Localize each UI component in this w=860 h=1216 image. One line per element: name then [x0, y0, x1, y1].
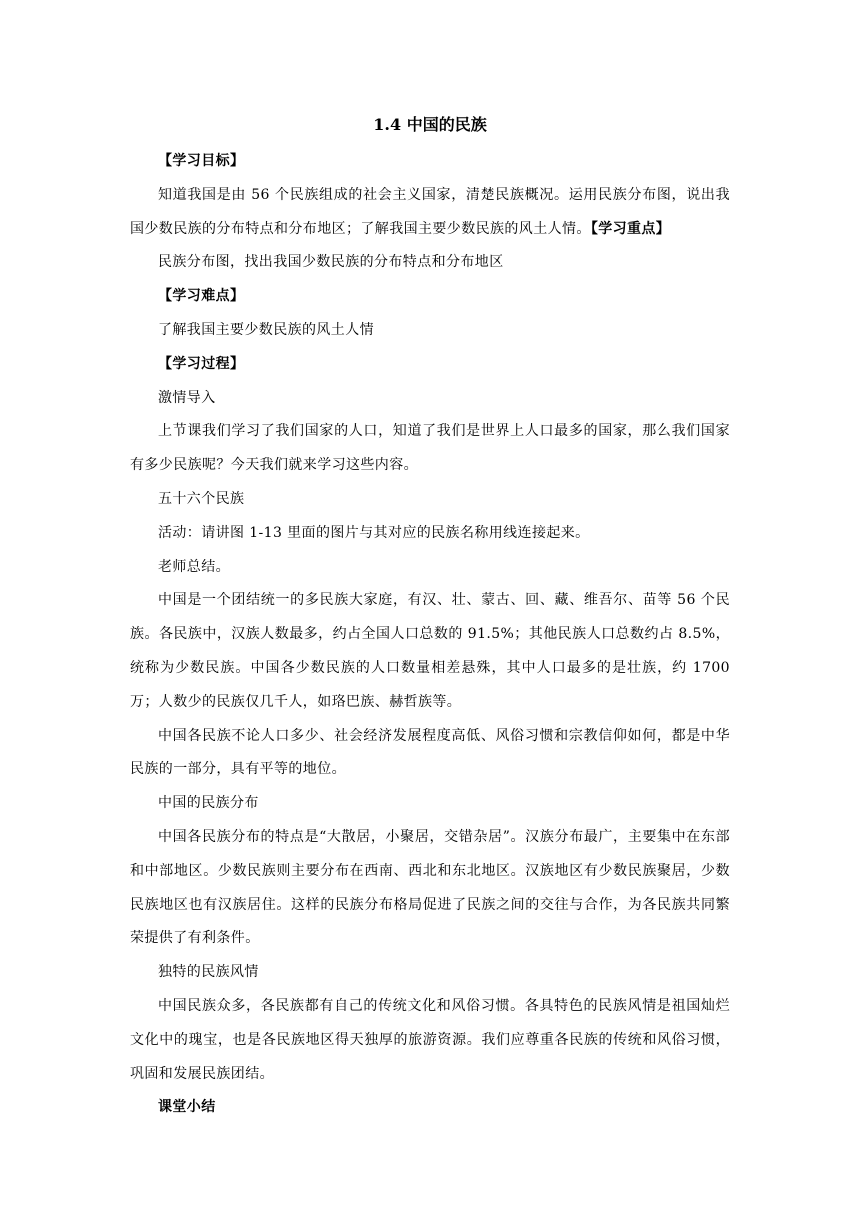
- equality-text: 中国各民族不论人口多少、社会经济发展程度高低、风俗习惯和宗教信仰如何，都是中华民族的一部分，具有平等的地位。: [130, 727, 730, 778]
- customs-label: 独特的民族风情: [158, 964, 259, 981]
- summary-heading: 课堂小结: [158, 1099, 216, 1116]
- difficulty-heading: 【学习难点】: [158, 288, 245, 305]
- objective-text: 知道我国是由 56 个民族组成的社会主义国家，清楚民族概况。运用民族分布图，说出我国少数民族的分布特点和分布地区；了解我国主要少数民族的风土人情。: [130, 186, 730, 237]
- document-body: [130, 145, 730, 1125]
- distribution-label: 中国的民族分布: [158, 795, 259, 812]
- intro-label: 激情导入: [158, 389, 216, 406]
- fifty-six-label: 五十六个民族: [158, 490, 245, 507]
- distribution-text: 中国各民族分布的特点是“大散居，小聚居，交错杂居”。汉族分布最广，主要集中在东部和中部地区。少数民族则主要分布在西南、西北和东北地区。汉族地区有少数民族聚居，少数民族地区也有汉族居住。这样的民族分布格局促进了民族之间的交往与合作，为各民族共同繁荣提供了有利条件。: [130, 828, 730, 947]
- key-text: 民族分布图，找出我国少数民族的分布特点和分布地区: [158, 254, 504, 271]
- teacher-summary: 老师总结。: [158, 558, 230, 575]
- difficulty-text: 了解我国主要少数民族的风土人情: [158, 321, 374, 338]
- activity-text: 活动：请讲图 1-13 里面的图片与其对应的民族名称用线连接起来。: [158, 524, 590, 541]
- process-heading: 【学习过程】: [158, 355, 245, 372]
- objective-paragraph: [130, 179, 730, 247]
- objective-heading: 【学习目标】: [158, 153, 245, 169]
- key-heading: 【学习重点】: [590, 220, 671, 237]
- family-text: 中国是一个团结统一的多民族大家庭，有汉、壮、蒙古、回、藏、维吾尔、苗等 56 个民族。各民族中，汉族人数最多，约占全国人口总数的 91.5%；其他民族人口总数约占 8.5%，统称为少数民族。中国各少数民族的人口数量相差悬殊，其中人口最多的是壮族，约 1700 万；人数少的民族仅几千人，如珞巴族、赫哲族等。: [130, 592, 730, 710]
- customs-text: 中国民族众多，各民族都有自己的传统文化和风俗习惯。各具特色的民族风情是祖国灿烂文化中的瑰宝，也是各民族地区得天独厚的旅游资源。我们应尊重各民族的传统和风俗习惯，巩固和发展民族团结。: [130, 997, 730, 1082]
- page-title: 1.4 中国的民族: [373, 115, 487, 134]
- intro-text: 上节课我们学习了我们国家的人口，知道了我们是世界上人口最多的国家，那么我们国家有多少民族呢？今天我们就来学习这些内容。: [130, 423, 730, 474]
